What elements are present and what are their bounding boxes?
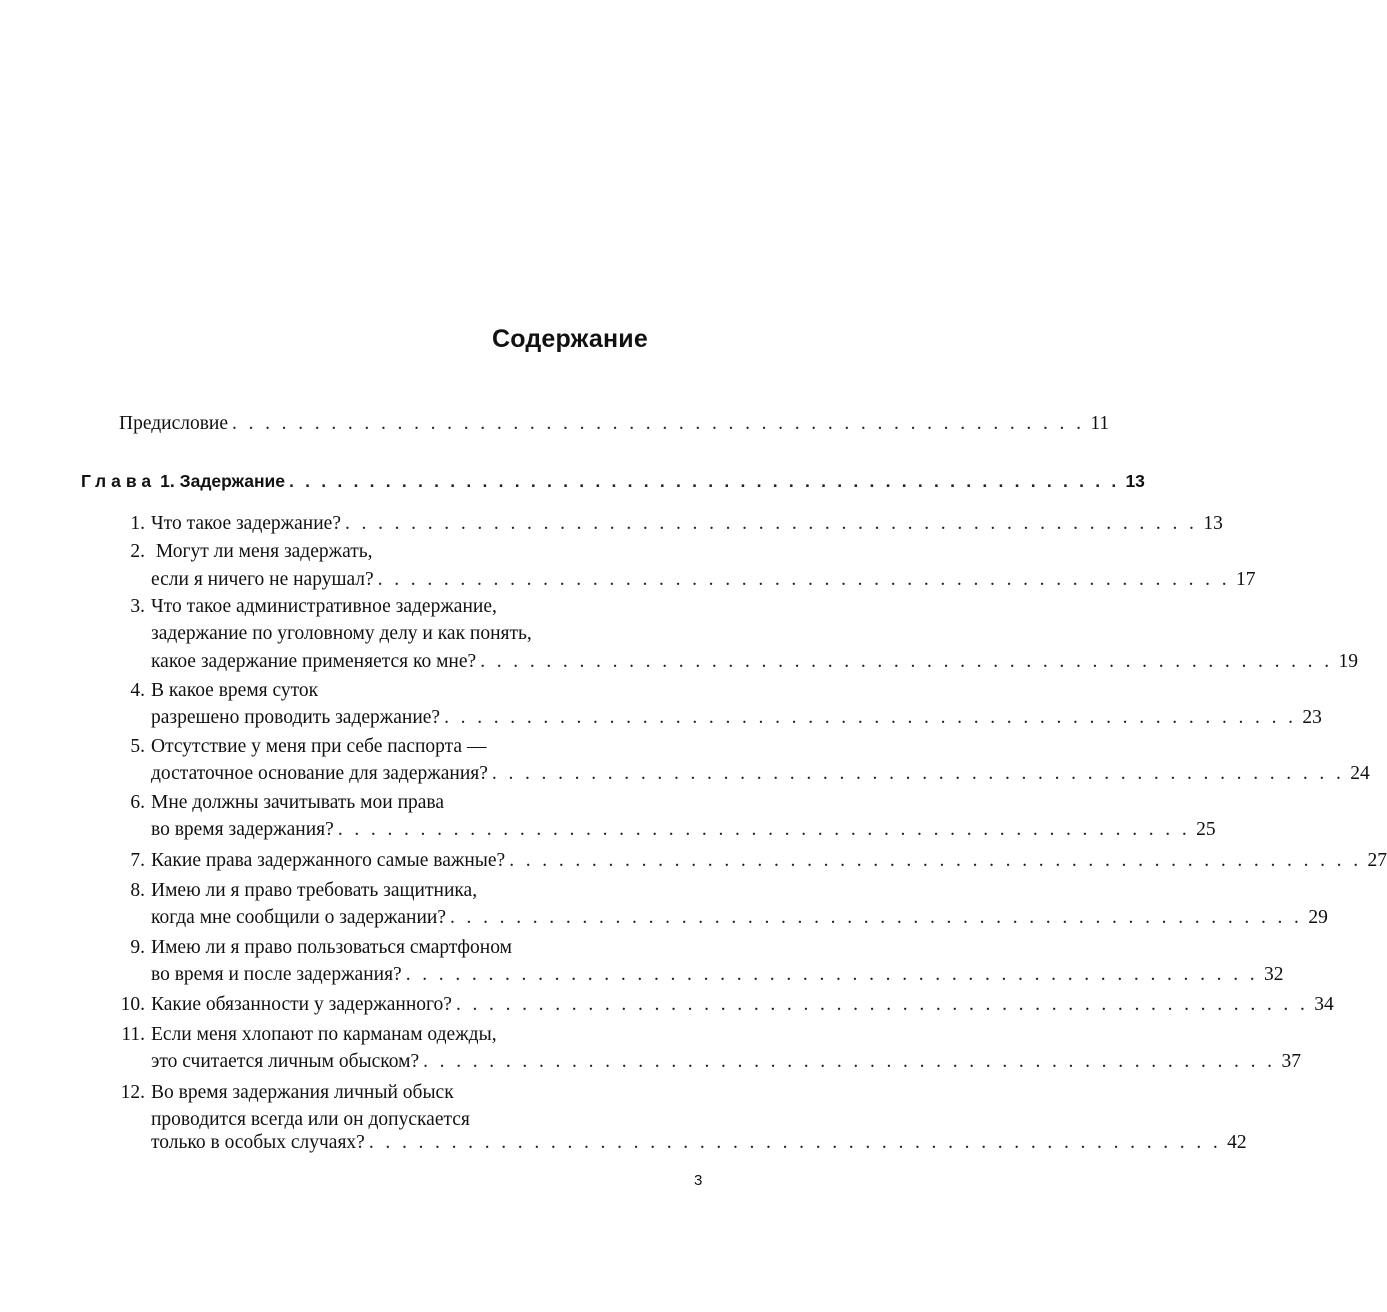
toc-item-text: если я ничего не нарушал? xyxy=(151,569,374,590)
toc-item-number: 6. xyxy=(130,792,145,813)
toc-page-number: 24 xyxy=(1350,763,1370,784)
toc-item-text: Какие права задержанного самые важные? xyxy=(151,850,506,871)
toc-item-line xyxy=(115,991,1334,1019)
toc-item-line xyxy=(115,510,1223,538)
dot-leader: . . . . . . . . . . . . . . . . . . . . . . . . . . . . . . . . . . . . . . . . . . . . . . . . . . . . xyxy=(368,1132,1222,1153)
toc-page-number: 32 xyxy=(1264,964,1284,985)
dot-leader: . . . . . . . . . . . . . . . . . . . . . . . . . . . . . . . . . . . . . . . . . . . . . . . . . . . . xyxy=(377,569,1231,590)
toc-page-number: 17 xyxy=(1236,569,1256,590)
toc-page-number: 27 xyxy=(1367,850,1387,871)
toc-item-number: 10. xyxy=(120,994,145,1015)
toc-entry-label: Предисловие xyxy=(119,413,229,434)
toc-item-line xyxy=(115,789,702,817)
chapter-title: 1. Задержание xyxy=(160,471,286,491)
toc-item-text: Какие обязанности у задержанного? xyxy=(151,994,452,1015)
toc-item-text: Если меня хлопают по карманам одежды, xyxy=(151,1024,497,1045)
toc-item-line xyxy=(115,620,702,648)
toc-item-text: Отсутствие у меня при себе паспорта — xyxy=(151,736,487,757)
toc-item-text: Имею ли я право пользоваться смартфоном xyxy=(151,937,512,958)
toc-item-text: достаточное основание для задержания? xyxy=(151,763,488,784)
toc-item-number: 9. xyxy=(130,937,145,958)
dot-leader: . . . . . . . . . . . . . . . . . . . . . . . . . . . . . . . . . . . . . . . . . . . . . . . . . . . . xyxy=(480,651,1333,672)
toc-item-line xyxy=(115,1021,702,1049)
dot-leader: . . . . . . . . . . . . . . . . . . . . . . . . . . . . . . . . . . . . . . . . . . . . . . . . . . . . xyxy=(491,763,1345,784)
toc-item-text: это считается личным обыском? xyxy=(151,1051,420,1072)
page-title: Содержание xyxy=(491,325,648,353)
toc-item-text: во время и после задержания? xyxy=(151,964,402,985)
toc-page-number: 37 xyxy=(1281,1051,1301,1072)
dot-leader: . . . . . . . . . . . . . . . . . . . . . . . . . . . . . . . . . . . . . . . . . . . . . . . . . . . . xyxy=(344,513,1198,534)
toc-item-number: 2. xyxy=(130,541,145,562)
toc-item-text: разрешено проводить задержание? xyxy=(151,707,441,728)
toc-page-number: 29 xyxy=(1308,907,1328,928)
toc-item-line xyxy=(115,677,702,705)
toc-item-text: во время задержания? xyxy=(151,819,334,840)
toc-item-text: В какое время суток xyxy=(151,680,319,701)
toc-page-number: 42 xyxy=(1227,1132,1247,1153)
toc-item-text: Во время задержания личный обыск xyxy=(151,1082,454,1103)
toc-item-text: Что такое задержание? xyxy=(151,513,341,534)
dot-leader: . . . . . . . . . . . . . . . . . . . . . . . . . . . . . . . . . . . . . . . . . . . . . . . . . . . . xyxy=(232,413,1085,434)
toc-item-text: какое задержание применяется ко мне? xyxy=(151,651,477,672)
folio-page-number: 3 xyxy=(694,1172,703,1189)
toc-item-line xyxy=(115,538,702,566)
toc-item-text: когда мне сообщили о задержании? xyxy=(151,907,446,928)
dot-leader: . . . . . . . . . . . . . . . . . . . . . . . . . . . . . . . . . . . . . . . . . . . . . . . . . . . . xyxy=(405,964,1259,985)
toc-item-number: 5. xyxy=(130,736,145,757)
toc-item-number: 3. xyxy=(130,596,145,617)
toc-item-line xyxy=(115,1079,702,1107)
toc-page-number: 13 xyxy=(1125,471,1145,491)
toc-item-text: проводится всегда или он допускается xyxy=(151,1109,470,1130)
toc-item-text: Имею ли я право требовать защитника, xyxy=(151,880,478,901)
toc-item-number: 8. xyxy=(130,880,145,901)
toc-item-line xyxy=(115,1129,1247,1157)
toc-item-text: Мне должны зачитывать мои права xyxy=(151,792,445,813)
toc-item-line xyxy=(115,1048,1301,1076)
toc-page-number: 19 xyxy=(1338,651,1359,672)
toc-item-text: задержание по уголовному делу и как понять, xyxy=(151,623,532,644)
toc-item-number: 11. xyxy=(121,1024,145,1045)
toc-item-line xyxy=(115,816,1216,844)
toc-item-line xyxy=(115,733,702,761)
toc-page-number: 25 xyxy=(1196,819,1216,840)
toc-item-line xyxy=(115,593,702,621)
toc-item-line xyxy=(115,934,702,962)
dot-leader: . . . . . . . . . . . . . . . . . . . . . . . . . . . . . . . . . . . . . . . . . . . . . . . . . . . . xyxy=(450,907,1303,928)
toc-item-line xyxy=(115,760,1370,788)
toc-item-text: Могут ли меня задержать, xyxy=(151,541,373,562)
toc-entry-chapter-1[interactable] xyxy=(81,467,1145,495)
toc-item-number: 1. xyxy=(130,513,145,534)
chapter-prefix: Глава xyxy=(81,471,157,491)
dot-leader: . . . . . . . . . . . . . . . . . . . . . . . . . . . . . . . . . . . . . . . . . . . . . . . . . . . . xyxy=(289,471,1120,491)
toc-entry-preface[interactable] xyxy=(119,410,1110,438)
toc-page-number: 23 xyxy=(1302,707,1322,728)
toc-item-line xyxy=(115,847,1387,875)
toc-item-line xyxy=(115,877,702,905)
dot-leader: . . . . . . . . . . . . . . . . . . . . . . . . . . . . . . . . . . . . . . . . . . . . . . . . . . . . xyxy=(509,850,1362,871)
toc-item-line xyxy=(115,648,1359,676)
toc-item-number: 12. xyxy=(120,1082,145,1103)
toc-item-text: только в особых случаях? xyxy=(151,1132,365,1153)
toc-item-line xyxy=(115,904,1328,932)
dot-leader: . . . . . . . . . . . . . . . . . . . . . . . . . . . . . . . . . . . . . . . . . . . . . . . . . . . . xyxy=(444,707,1297,728)
toc-page-number: 13 xyxy=(1203,513,1223,534)
dot-leader: . . . . . . . . . . . . . . . . . . . . . . . . . . . . . . . . . . . . . . . . . . . . . . . . . . . . xyxy=(455,994,1309,1015)
dot-leader: . . . . . . . . . . . . . . . . . . . . . . . . . . . . . . . . . . . . . . . . . . . . . . . . . . . . xyxy=(337,819,1191,840)
toc-page-number: 34 xyxy=(1314,994,1334,1015)
toc-item-line xyxy=(115,566,1256,594)
toc-item-number: 4. xyxy=(130,680,145,701)
toc-page-number: 11 xyxy=(1090,413,1110,434)
toc-item-number: 7. xyxy=(130,850,145,871)
toc-item-line xyxy=(115,704,1322,732)
dot-leader: . . . . . . . . . . . . . . . . . . . . . . . . . . . . . . . . . . . . . . . . . . . . . . . . . . . . xyxy=(423,1051,1276,1072)
toc-item-line xyxy=(115,961,1284,989)
toc-item-text: Что такое административное задержание, xyxy=(151,596,497,617)
